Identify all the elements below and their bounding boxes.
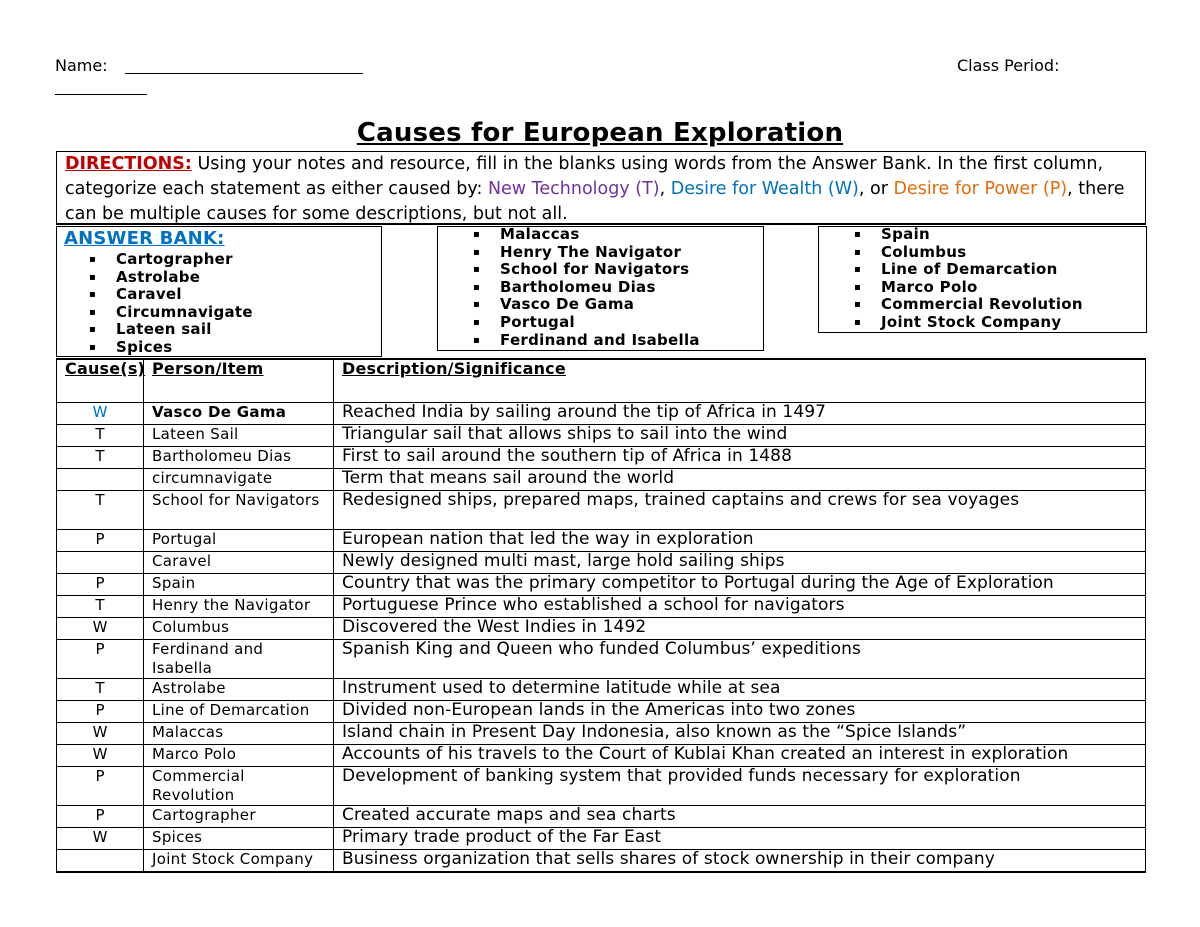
cause-cell: W (57, 723, 144, 745)
person-item-cell: circumnavigate (144, 469, 334, 491)
table-row (57, 806, 1146, 828)
bullet-icon: ▪ (854, 299, 862, 311)
cause-cell: P (57, 701, 144, 723)
answer-bank-item (473, 279, 700, 297)
header-person-item: Person/Item (144, 359, 334, 403)
answer-bank-item-label: Marco Polo (881, 277, 978, 296)
description-cell: Development of banking system that provided funds necessary for exploration (334, 767, 1146, 806)
cause-cell: P (57, 767, 144, 806)
cause-cell: T (57, 447, 144, 469)
answer-bank-list-3 (854, 226, 1083, 332)
description-cell: Portuguese Prince who established a school for navigators (334, 596, 1146, 618)
table-row (57, 469, 1146, 491)
person-item-cell: Caravel (144, 552, 334, 574)
person-item-cell: Ferdinand and Isabella (144, 640, 334, 679)
person-item-cell: Commercial Revolution (144, 767, 334, 806)
table-row (57, 640, 1146, 679)
header-causes: Cause(s) (57, 359, 144, 403)
directions-sep-1: , (659, 179, 671, 199)
bullet-icon: ▪ (473, 299, 481, 311)
table-row (57, 552, 1146, 574)
directions-sep-2: , or (858, 179, 894, 199)
answer-bank-item (473, 244, 700, 262)
bullet-icon: ▪ (473, 334, 481, 346)
table-row (57, 596, 1146, 618)
description-cell: Term that means sail around the world (334, 469, 1146, 491)
person-item-cell: Vasco De Gama (144, 403, 334, 425)
cause-cell: T (57, 425, 144, 447)
person-item-cell: Lateen Sail (144, 425, 334, 447)
bullet-icon: ▪ (473, 281, 481, 293)
description-cell: Primary trade product of the Far East (334, 828, 1146, 850)
bullet-icon: ▪ (473, 264, 481, 276)
person-item-cell: Joint Stock Company (144, 850, 334, 873)
header-description: Description/Significance (334, 359, 1146, 403)
cause-cell: P (57, 530, 144, 552)
table-row (57, 403, 1146, 425)
answer-bank-item (854, 296, 1083, 314)
cause-wealth: Desire for Wealth (W) (670, 179, 859, 199)
name-label: Name: (55, 56, 108, 75)
description-cell: Spanish King and Queen who funded Columbus’ expeditions (334, 640, 1146, 679)
description-cell: Country that was the primary competitor to Portugal during the Age of Exploration (334, 574, 1146, 596)
cause-cell: P (57, 640, 144, 679)
answer-bank-item (89, 286, 253, 304)
bullet-icon: ▪ (473, 246, 481, 258)
answer-bank-item-label: Joint Stock Company (881, 312, 1062, 331)
cause-cell: W (57, 828, 144, 850)
cause-power: Desire for Power (P) (893, 179, 1068, 199)
description-cell: Business organization that sells shares of stock ownership in their company (334, 850, 1146, 873)
answer-bank-list-1 (89, 251, 253, 357)
name-row (55, 56, 1155, 80)
answer-bank-item (89, 251, 253, 269)
answer-bank-item-label: Columbus (881, 242, 967, 261)
answer-bank-column-2 (437, 226, 764, 351)
table-row (57, 701, 1146, 723)
person-item-cell: Portugal (144, 530, 334, 552)
description-cell: Reached India by sailing around the tip of Africa in 1497 (334, 403, 1146, 425)
answer-bank-list-2 (473, 226, 700, 349)
answer-bank-item-label: Malaccas (500, 225, 580, 243)
table-row (57, 574, 1146, 596)
directions-box (56, 151, 1146, 225)
bullet-icon: ▪ (89, 271, 97, 283)
answer-bank-item-label: Ferdinand and Isabella (500, 330, 700, 349)
answer-bank-column-1 (56, 226, 382, 357)
person-item-cell: Bartholomeu Dias (144, 447, 334, 469)
bullet-icon: ▪ (89, 341, 97, 353)
description-cell: Triangular sail that allows ships to sail into the wind (334, 425, 1146, 447)
description-cell: Divided non-European lands in the Americas into two zones (334, 701, 1146, 723)
person-item-cell: Henry the Navigator (144, 596, 334, 618)
bullet-icon: ▪ (854, 229, 862, 240)
answer-bank-item-label: Caravel (116, 285, 182, 304)
cause-cell (57, 552, 144, 574)
answer-bank-item-label: Spices (116, 337, 173, 356)
answer-bank-item (89, 304, 253, 322)
table-row (57, 447, 1146, 469)
table-row (57, 679, 1146, 701)
cause-cell: T (57, 491, 144, 530)
table-row (57, 723, 1146, 745)
cause-cell: T (57, 679, 144, 701)
bullet-icon: ▪ (854, 264, 862, 276)
answer-bank-item-label: Henry The Navigator (500, 242, 682, 261)
answer-bank-item (473, 314, 700, 332)
table-row (57, 530, 1146, 552)
bullet-icon: ▪ (89, 254, 97, 265)
name-blank[interactable] (125, 73, 363, 74)
description-cell: Redesigned ships, prepared maps, trained captains and crews for sea voyages (334, 491, 1146, 530)
answer-bank-item (89, 339, 253, 357)
person-item-cell: School for Navigators (144, 491, 334, 530)
description-cell: Instrument used to determine latitude while at sea (334, 679, 1146, 701)
person-item-cell: Cartographer (144, 806, 334, 828)
answer-bank-item-label: Commercial Revolution (881, 295, 1083, 314)
answer-bank-item-label: Spain (881, 225, 930, 243)
answer-bank-item (473, 296, 700, 314)
table-row (57, 828, 1146, 850)
description-cell: Created accurate maps and sea charts (334, 806, 1146, 828)
answer-bank-item (473, 226, 700, 244)
bullet-icon: ▪ (89, 306, 97, 318)
bullet-icon: ▪ (89, 289, 97, 301)
answer-bank-item-label: Bartholomeu Dias (500, 277, 656, 296)
answer-bank-heading: ANSWER BANK: (64, 228, 225, 249)
table-row (57, 425, 1146, 447)
answer-bank-item-label: School for Navigators (500, 260, 690, 279)
cause-cell (57, 469, 144, 491)
answer-bank-item (89, 269, 253, 287)
table-row (57, 850, 1146, 873)
cause-cell: P (57, 806, 144, 828)
directions-text-2: , there can be multiple causes for some descriptions, but not all. (65, 179, 1125, 224)
answer-bank-item (854, 226, 1083, 244)
answer-bank-item-label: Cartographer (116, 250, 233, 268)
directions-text-1: Using your notes and resource, fill in the blanks using words from the Answer Bank. In the first column, categorize each statement as either caused by: (65, 154, 1104, 199)
cause-cell: W (57, 403, 144, 425)
table-header-row (57, 359, 1146, 403)
class-period-label: Class Period: (957, 56, 1060, 75)
person-item-cell: Columbus (144, 618, 334, 640)
person-item-cell: Malaccas (144, 723, 334, 745)
page-title: Causes for European Exploration (356, 118, 844, 148)
answer-bank-item (473, 332, 700, 350)
bullet-icon: ▪ (854, 316, 862, 328)
answer-bank-item (854, 261, 1083, 279)
table-row (57, 767, 1146, 806)
bullet-icon: ▪ (854, 281, 862, 293)
description-cell: Discovered the West Indies in 1492 (334, 618, 1146, 640)
answer-bank-item (854, 314, 1083, 332)
answer-bank-item (89, 321, 253, 339)
table-row (57, 618, 1146, 640)
bullet-icon: ▪ (854, 246, 862, 258)
answer-bank-item-label: Vasco De Gama (500, 295, 635, 314)
answer-bank-item-label: Circumnavigate (116, 302, 253, 321)
person-item-cell: Marco Polo (144, 745, 334, 767)
person-item-cell: Line of Demarcation (144, 701, 334, 723)
cause-technology: New Technology (T) (487, 179, 660, 199)
answer-bank-item (854, 279, 1083, 297)
answer-bank-column-3 (818, 226, 1147, 333)
person-item-cell: Spices (144, 828, 334, 850)
description-cell: First to sail around the southern tip of Africa in 1488 (334, 447, 1146, 469)
answer-bank-item-label: Lateen sail (116, 320, 212, 339)
description-cell: Newly designed multi mast, large hold sailing ships (334, 552, 1146, 574)
answer-bank-item-label: Line of Demarcation (881, 260, 1058, 279)
answer-bank-item (473, 261, 700, 279)
cause-cell: T (57, 596, 144, 618)
description-cell: European nation that led the way in exploration (334, 530, 1146, 552)
cause-cell: W (57, 618, 144, 640)
bullet-icon: ▪ (473, 316, 481, 328)
person-item-cell: Spain (144, 574, 334, 596)
answer-bank-item (854, 244, 1083, 262)
exploration-table (56, 358, 1146, 873)
class-period-blank[interactable] (55, 94, 147, 95)
person-item-cell: Astrolabe (144, 679, 334, 701)
directions-label: DIRECTIONS: (65, 154, 192, 174)
table-row (57, 745, 1146, 767)
bullet-icon: ▪ (89, 324, 97, 336)
bullet-icon: ▪ (473, 229, 481, 240)
cause-cell (57, 850, 144, 873)
answer-bank-item-label: Portugal (500, 312, 575, 331)
description-cell: Island chain in Present Day Indonesia, also known as the “Spice Islands” (334, 723, 1146, 745)
description-cell: Accounts of his travels to the Court of Kublai Khan created an interest in exploration (334, 745, 1146, 767)
cause-cell: P (57, 574, 144, 596)
answer-bank-item-label: Astrolabe (116, 267, 201, 286)
table-row (57, 491, 1146, 530)
cause-cell: W (57, 745, 144, 767)
